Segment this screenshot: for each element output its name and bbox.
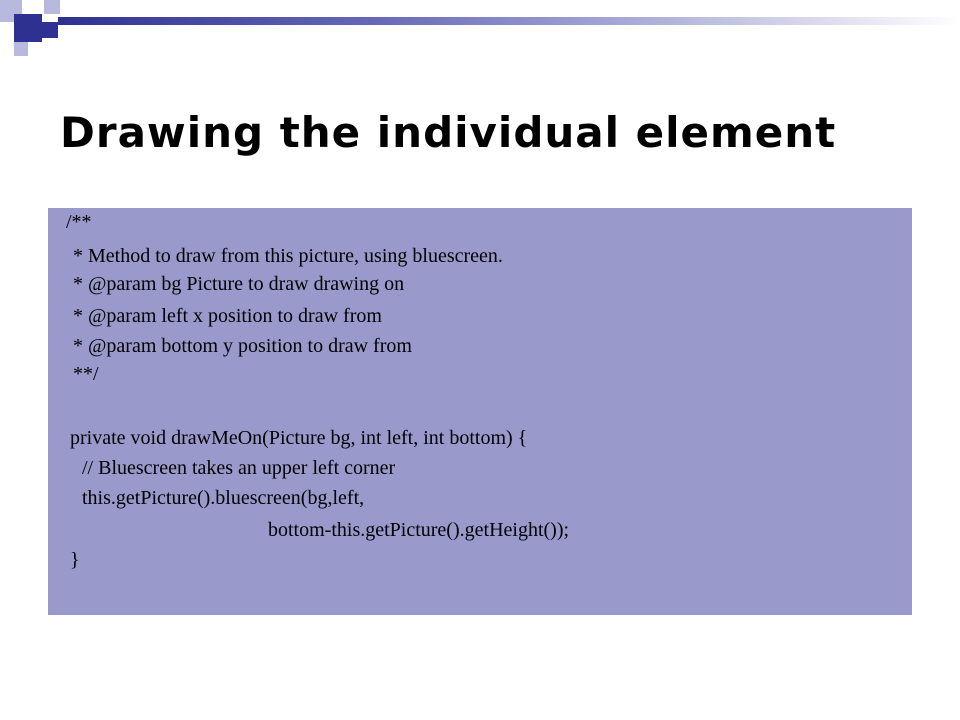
deco-square: [42, 22, 58, 38]
code-line: * Method to draw from this picture, using bluescreen.: [68, 245, 503, 267]
code-line: bottom-this.getPicture().getHeight());: [268, 519, 570, 541]
code-line: this.getPicture().bluescreen(bg,left,: [82, 487, 365, 509]
slide-title: Drawing the individual element: [60, 108, 837, 157]
code-line: * @param bg Picture to draw drawing on: [68, 273, 405, 295]
deco-square: [44, 0, 60, 14]
code-line: * @param left x position to draw from: [68, 305, 382, 327]
deco-square: [14, 42, 28, 56]
code-line: // Bluescreen takes an upper left corner: [82, 457, 396, 479]
code-line: }: [70, 549, 80, 571]
code-block: [48, 208, 912, 615]
code-line: * @param bottom y position to draw from: [68, 335, 412, 357]
deco-square: [14, 14, 42, 42]
slide-corner-decoration: [0, 0, 960, 60]
code-line: **/: [68, 363, 99, 385]
deco-square: [0, 22, 14, 38]
deco-square: [30, 44, 44, 54]
title-decoration-bar: [58, 17, 960, 25]
code-line: /**: [66, 211, 92, 233]
code-line: private void drawMeOn(Picture bg, int left, int bottom) {: [70, 427, 528, 449]
